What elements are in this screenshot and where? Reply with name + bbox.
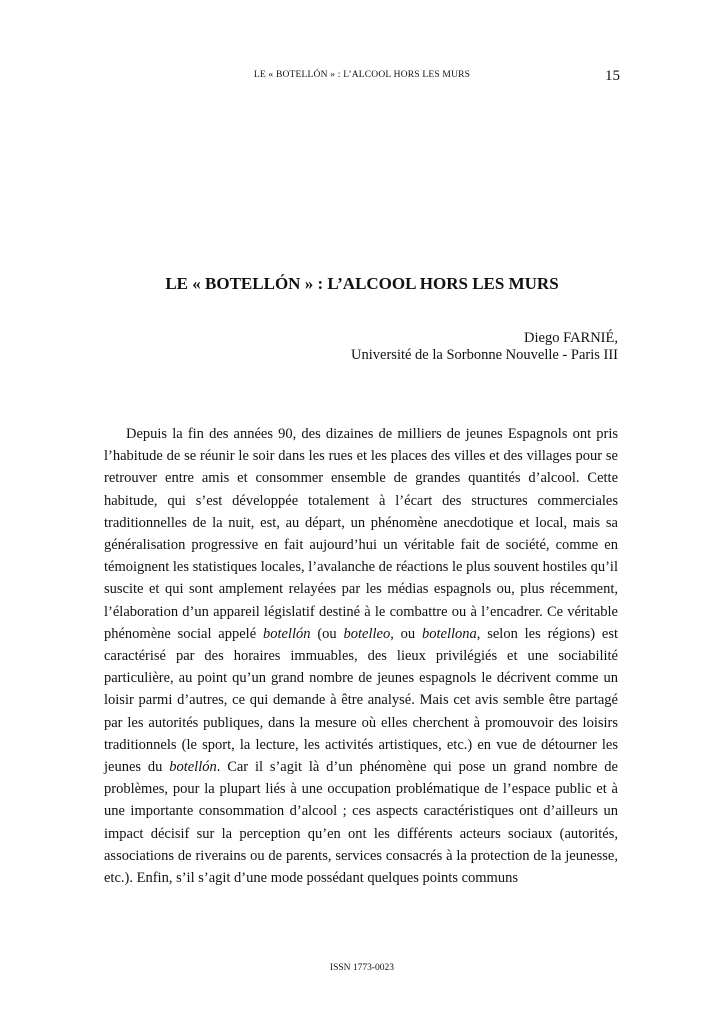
paragraph-text: (ou (310, 625, 344, 642)
article-title: LE « BOTELLÓN » : L’ALCOOL HORS LES MURS (165, 274, 559, 293)
paragraph-text: , selon les régions) est caractérisé par des horaires immuables, des lieux privilégiés et une sociabilité particulière, au point qu’un grand nombre de jeunes espagnols le décrivent comme un loisir parmi d’autres, ce qui demande à être analysé. Mais cet avis semble être partagé par les autorités publiques, dans la mesure où elles cherchent à promouvoir des loisirs traditionnels (le sport, la lecture, les activités artistiques, etc.) en vue de détourner les jeunes du (104, 625, 619, 776)
page-number: 15 (605, 68, 620, 84)
italic-term: botellón (262, 625, 311, 642)
author-name: Diego FARNIÉ, (524, 330, 618, 346)
paragraph-text: . Car il s’agit là d’un phénomène qui pose un grand nombre de problèmes, pour la plupart liés à une occupation problématique de l’espace public et à une importante consommation d’alcool ; ces aspects caractéristiques ont d’ailleurs un impact décisif sur la perception qu’en ont les différents acteurs sociaux (autorités, associations de riverains ou de parents, services consacrés à la protection de la jeunesse, etc.). Enfin, s’il s’agit d’une mode possédant quelques points communs (104, 759, 618, 887)
footer-issn: ISSN 1773-0023 (329, 963, 395, 973)
italic-term: botellón (169, 759, 217, 776)
author-block (351, 330, 618, 364)
body-paragraph (104, 423, 618, 889)
author-affiliation: Université de la Sorbonne Nouvelle - Paris III (351, 347, 618, 363)
italic-term: botelleo (343, 625, 391, 642)
paragraph-text: , ou (390, 625, 422, 642)
italic-term: botellona (421, 625, 477, 642)
running-header-title: LE « BOTELLÓN » : L’ALCOOL HORS LES MURS (253, 70, 471, 80)
paragraph-text: Depuis la fin des années 90, des dizaines de milliers de jeunes Espagnols ont pris l’habitude de se réunir le soir dans les rues et les places des villes et des villages pour se retrouver entre amis et consommer ensemble de grandes quantités d’alcool. Cette habitude, qui s’est développée totalement à l’écart des structures commerciales traditionnelles de la nuit, est, au départ, un phénomène anecdotique et local, mais sa généralisation progressive en fait aujourd’hui un véritable fait de société, comme en témoignent les statistiques locales, l’avalanche de réactions le plus souvent hostiles qu’il suscite et qui sont amplement relayées par les médias espagnols ou, plus récemment, l’élaboration d’un appareil législatif destiné à le combattre ou à l’encadrer. Ce véritable phénomène social appelé (104, 426, 618, 642)
